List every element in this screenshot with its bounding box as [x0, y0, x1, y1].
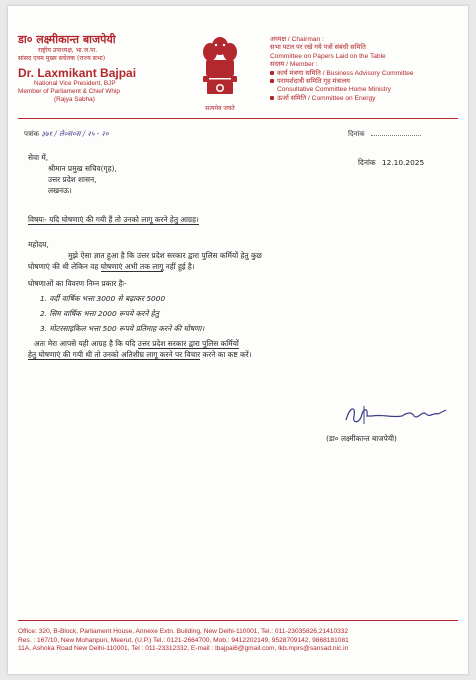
- announcement-list: [28, 293, 458, 334]
- date-field-top: [348, 130, 421, 139]
- letterhead-right: [270, 36, 466, 103]
- bullet-icon: [270, 71, 274, 75]
- national-emblem: [196, 34, 244, 114]
- letterhead-left: [18, 32, 168, 104]
- footer-residence: Res. : 167/10, New Mohanpuri, Meerut, (U.P.) Tel.: 0121-2664700, Mob.: 9412202149, 9528709142, 9868181081: [18, 636, 349, 644]
- para1-part-d: नहीं हुई है।: [165, 262, 195, 271]
- member-committee-2-hi: परामर्शदात्री समिति गृह मंत्रालय: [277, 78, 351, 86]
- hindi-designation-1: राष्ट्रीय उपाध्यक्ष, भा.ज.पा.: [38, 47, 98, 54]
- sewa-me: सेवा में,: [28, 153, 49, 162]
- member-committee-1: कार्य मंत्रणा समिति / Business Advisory Committee: [277, 69, 414, 77]
- list-intro: घोषणाओं का विवरण निम्न प्रकार हैः-: [28, 279, 127, 288]
- footer-divider: [18, 620, 458, 621]
- para2-underlined-1: उत्तर प्रदेश सरकार द्वारा पुलिस कर्मियों: [137, 339, 239, 348]
- reference-label: पत्रांक: [24, 130, 40, 138]
- hindi-name: डा० लक्ष्मीकान्त बाजपेयी: [18, 33, 116, 46]
- para2-part-a: अतः मेरा आपसे यही आग्रह है कि यदि: [34, 339, 136, 348]
- lion-capital-icon: [198, 34, 242, 98]
- subject-text: विषयः- यदि घोषणाएं की गयी हैं तो उनको लागू करने हेतु आग्रह।: [28, 215, 199, 224]
- chairman-committee-en: Committee on Papers Laid on the Table: [270, 52, 386, 60]
- chairman-label: अध्यक्ष / Chairman :: [270, 36, 324, 43]
- letter-page: [8, 6, 468, 674]
- english-designation-1: National Vice President, BJP: [34, 80, 116, 87]
- paragraph-2-line-2: [28, 349, 458, 360]
- para2-part-d: करने का कष्ट करें।: [202, 350, 252, 359]
- list-item: 1. वर्दी वार्षिक भत्ता 3000 से बढ़ाकर 5000: [40, 294, 166, 303]
- bullet-icon: [270, 79, 274, 83]
- salutation: महोदय,: [28, 240, 49, 249]
- para1-underlined: घोषणाएं अभी तक लागू: [100, 262, 164, 271]
- footer-delhi-address: 11A, Ashoka Road New Delhi-110001, Tel : 011-23312332, E-mail : lbajpai6@gmail.com, lkb.mprs@sansad.nic.in: [18, 645, 349, 653]
- reference-value: ३७१ / ले०स०स / २५ - २०: [41, 130, 109, 138]
- emblem-motto: सत्यमेव जयते: [205, 105, 235, 112]
- footer-office: Office: 320, B-Block, Parliament House, Annexe Extn. Building, New Delhi-110001, Tel.: 011-23035826,21410332: [18, 628, 349, 635]
- letter-date-value: 12.10.2025: [381, 158, 425, 167]
- letter-body: [28, 152, 458, 360]
- bullet-icon: [270, 96, 274, 100]
- member-committee-2-en: Consultative Committee Home Ministry: [277, 86, 391, 94]
- addressee-line-3: लखनऊ।: [48, 186, 72, 195]
- signature-icon: [342, 402, 452, 428]
- paragraph-2-line-1: [28, 338, 458, 349]
- para1-part-b: घोषणाएं की थी लेकिन वह: [28, 262, 99, 271]
- addressee-line-1: श्रीमान प्रमुख सचिव(गृह),: [48, 164, 117, 173]
- member-committee-3: ऊर्जा समिति / Committee on Energy: [277, 94, 376, 102]
- addressee-block: [28, 152, 458, 196]
- header-divider: [18, 118, 458, 119]
- subject-line: [28, 214, 458, 225]
- addressee-line-2: उत्तर प्रदेश शासन,: [48, 175, 97, 184]
- hindi-designation-2: सांसद एवम मुख्य सचेतक (राज्य सभा): [18, 55, 106, 62]
- signatory-name: (डा० लक्ष्मीकान्त बाजपेयी): [326, 434, 397, 443]
- paragraph-1-line-1: मुझे ऐसा ज्ञात हुआ है कि उत्तर प्रदेश सरकार द्वारा पुलिस कर्मियों हेतु कुछ: [68, 251, 262, 260]
- para2-underlined-2: हेतु घोषणाएं की गयी थी तो उनको अतिशीघ्र लागू करने पर विचार: [28, 350, 201, 359]
- chairman-committee-hi: सभा पटल पर रखे गये पत्रों संबंधी समिति: [270, 44, 366, 52]
- footer-contacts: [18, 628, 458, 654]
- english-designation-2: Member of Parliament & Chief Whip: [18, 88, 120, 95]
- list-item: 3. मोटरसाइकिल भत्ता 500 रूपये प्रतिमाह करने की घोषणा।: [40, 324, 205, 333]
- date-blank-line: [371, 135, 421, 136]
- reference-number: [24, 130, 109, 139]
- letter-date-label: दिनांक: [358, 158, 376, 167]
- member-label: सदस्य / Member :: [270, 61, 318, 69]
- english-designation-3: (Rajya Sabha): [54, 96, 95, 103]
- paragraph-1-line-2: [28, 261, 458, 272]
- english-name: Dr. Laxmikant Bajpai: [18, 66, 137, 80]
- list-item: 2. सिम वार्षिक भत्ता 2000 रूपये करने हेतु: [40, 309, 159, 318]
- date-label-top: दिनांक: [348, 130, 365, 138]
